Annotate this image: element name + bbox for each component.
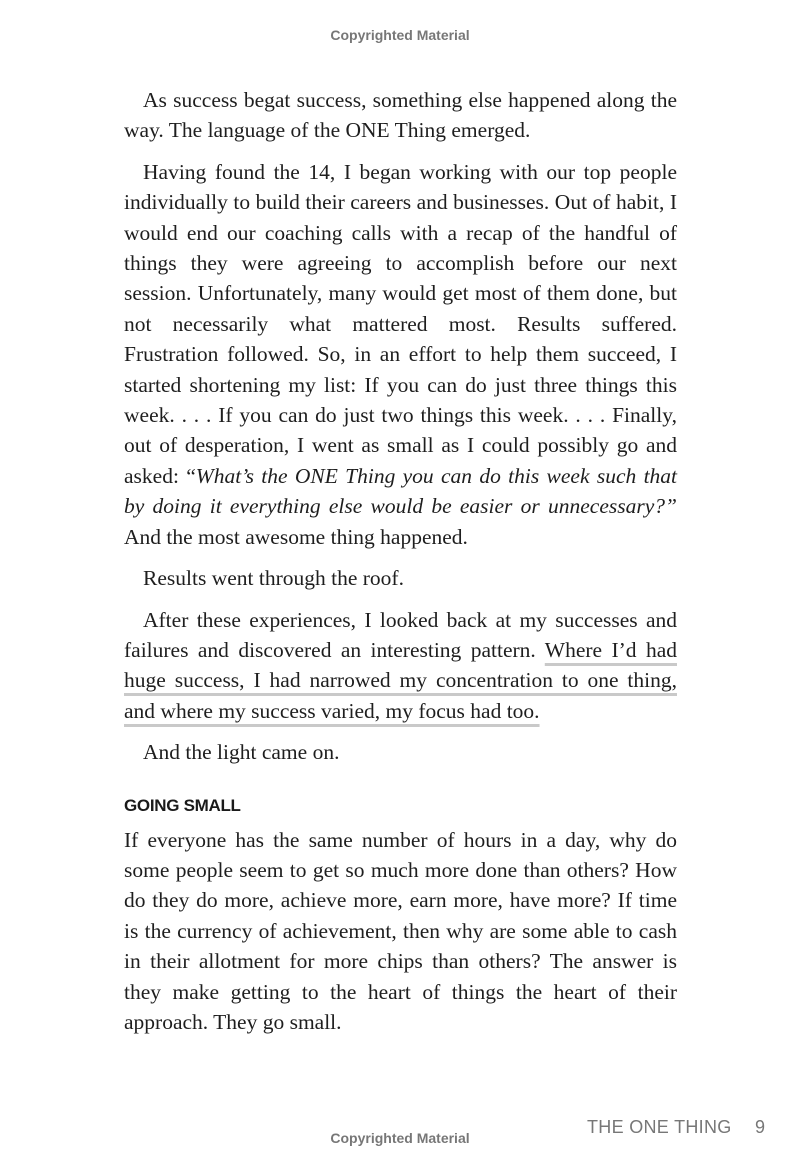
- paragraph-4: [124, 605, 677, 727]
- running-footer-title: THE ONE THING: [587, 1117, 732, 1137]
- paragraph-2-end: And the most awesome thing happened.: [124, 524, 468, 549]
- paragraph-2-text: Having found the 14, I began working with our top people individually to build their careers and businesses. Out of habit, I would end our coaching calls with a recap of the handful of things they were agreeing to accomplish before our next session. Unfortunately, many would get most of them done, but not necessarily what mattered most. Results suffered. Frustration followed. So, in an effort to help them succeed, I started shortening my list: If you can do just three things this week. . . . If you can do just two things this week. . . . Finally, out of desperation, I went as small as I could possibly go and asked: “: [124, 159, 677, 488]
- paragraph-5: And the light came on.: [143, 740, 340, 765]
- highlighted-passage: Where I’d had huge success, I had narrowed my concentration to one thing, and where my success varied, my focus had too.: [124, 637, 677, 723]
- paragraph-6: If everyone has the same number of hours in a day, why do some people seem to get so much more done than others? How do they do more, achieve more, earn more, have more? If time is the currency of achievement, then why are some able to cash in their allotment for more chips than others? The answer is they make getting to the heart of things the heart of their approach. They go small.: [124, 827, 677, 1034]
- paragraph-3: Results went through the roof.: [143, 566, 404, 591]
- copyright-watermark-top: Copyrighted Material: [330, 27, 470, 43]
- page-number: 9: [755, 1117, 766, 1137]
- paragraph-2-quote: What’s the ONE Thing you can do this week such that by doing it everything else would be easier or unnecessary?”: [124, 463, 678, 519]
- paragraph-1: As success begat success, something else happened along the way. The language of the ONE Thing emerged.: [124, 88, 677, 143]
- copyright-watermark-bottom: Copyrighted Material: [330, 1130, 470, 1146]
- paragraph-2: [124, 157, 677, 552]
- section-heading: GOING SMALL: [124, 795, 241, 815]
- paragraph-4-text: After these experiences, I looked back at my successes and failures and discovered an interesting pattern.: [124, 607, 677, 662]
- page-body: [124, 85, 677, 1048]
